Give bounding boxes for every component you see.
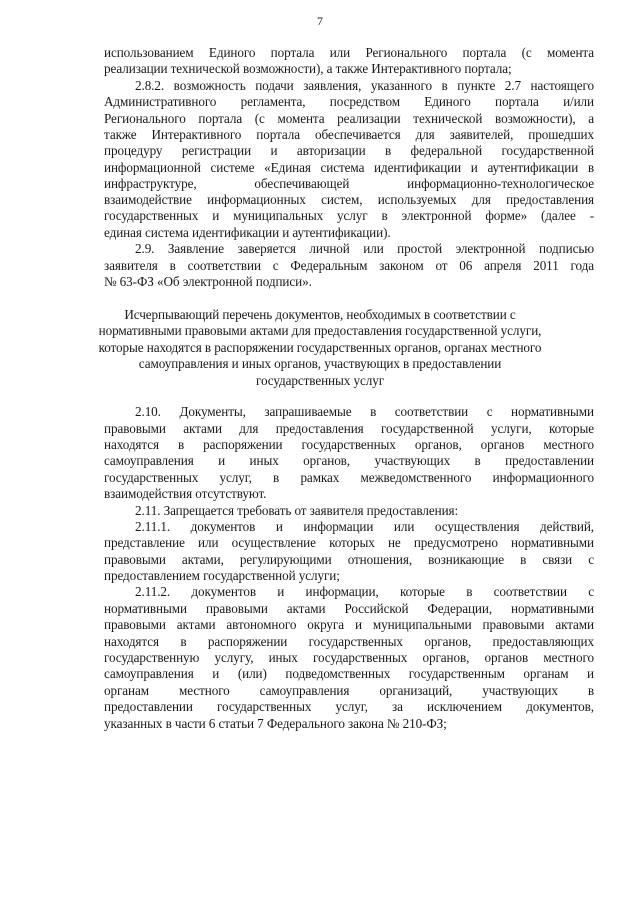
text-line: государственных услуг bbox=[255, 373, 385, 388]
text-line: 2.11. Запрещается требовать от заявителя предоставления: bbox=[135, 503, 459, 518]
text-line: процедуру регистрации и авторизации в федеральной государственной bbox=[104, 143, 594, 158]
text-line: 2.11.2. документов и информации, которые в соответствии с bbox=[135, 584, 594, 599]
text-line: указанных в части 6 статьи 7 Федерального закона № 210-ФЗ; bbox=[104, 716, 447, 731]
text-line: государственных и муниципальных услуг в электронной форме» (далее - bbox=[104, 208, 594, 223]
text-line: предоставлением государственной услуги; bbox=[104, 568, 340, 583]
text-line: заявителя в соответствии с Федеральным законом от 06 апреля 2011 года bbox=[104, 258, 594, 273]
text-line: Административного регламента, посредством Единого портала и/или bbox=[104, 94, 594, 109]
text-line: Исчерпывающий перечень документов, необходимых в соответствии с bbox=[124, 307, 516, 322]
text-line: № 63-ФЗ «Об электронной подписи». bbox=[104, 274, 312, 289]
text-line: находятся в распоряжении государственных органов, органов местного bbox=[104, 437, 594, 452]
text-line: которые находятся в распоряжении государственных органов, органах местного bbox=[98, 340, 542, 355]
text-line: Регионального портала (с момента реализации технической возможности), а bbox=[104, 111, 594, 126]
text-line: самоуправления и иных органов, участвующих в предоставлении bbox=[138, 356, 502, 371]
text-line: органам местного самоуправления организаций, участвующих в bbox=[104, 683, 594, 698]
text-line: нормативными правовыми актами для предоставления государственной услуги, bbox=[98, 323, 542, 338]
text-line: правовыми актами для предоставления государственной услуги, которые bbox=[104, 421, 594, 436]
text-line: использованием Единого портала или Регионального портала (с момента bbox=[104, 45, 594, 60]
text-line: самоуправления и иных органов, участвующих в предоставлении bbox=[104, 453, 594, 468]
text-line: взаимодействия отсутствуют. bbox=[104, 486, 267, 501]
text-line: правовыми актами, регулирующими отношения, возникающие в связи с bbox=[104, 552, 594, 567]
text-line: взаимодействие информационных систем, используемых для предоставления bbox=[104, 192, 594, 207]
text-line: 2.11.1. документов и информации или осуществления действий, bbox=[135, 519, 594, 534]
text-line: правовыми актами автономного округа и муниципальными правовыми актами bbox=[104, 617, 594, 632]
text-line: 2.8.2. возможность подачи заявления, указанного в пункте 2.7 настоящего bbox=[135, 78, 594, 93]
text-line: информационной системе «Единая система идентификации и аутентификации в bbox=[104, 160, 594, 175]
text-line: инфраструктуре, обеспечивающей информационно-технологическое bbox=[104, 176, 594, 191]
text-line: находятся в распоряжении государственных органов, предоставляющих bbox=[104, 634, 594, 649]
text-line: единая система идентификации и аутентификации). bbox=[104, 225, 391, 240]
text-line: предоставлении государственных услуг, за исключением документов, bbox=[104, 699, 594, 714]
text-line: 2.9. Заявление заверяется личной или простой электронной подписью bbox=[135, 241, 594, 256]
text-line: реализации технической возможности), а также Интерактивного портала; bbox=[104, 61, 512, 76]
text-line: государственных услуг, в рамках межведомственного информационного bbox=[104, 470, 594, 485]
text-line: нормативными правовыми актами Российской Федерации, нормативными bbox=[104, 601, 594, 616]
text-line: государственную услугу, иных государственных органов, органов местного bbox=[104, 650, 594, 665]
page-number: 7 bbox=[317, 14, 323, 28]
text-line: также Интерактивного портала обеспечивается для заявителей, прошедших bbox=[104, 127, 594, 142]
text-line: 2.10. Документы, запрашиваемые в соответствии с нормативными bbox=[135, 404, 594, 419]
text-line: представление или осуществление которых не предусмотрено нормативными bbox=[104, 535, 594, 550]
text-line: самоуправления и (или) подведомственных государственным органам и bbox=[104, 666, 594, 681]
